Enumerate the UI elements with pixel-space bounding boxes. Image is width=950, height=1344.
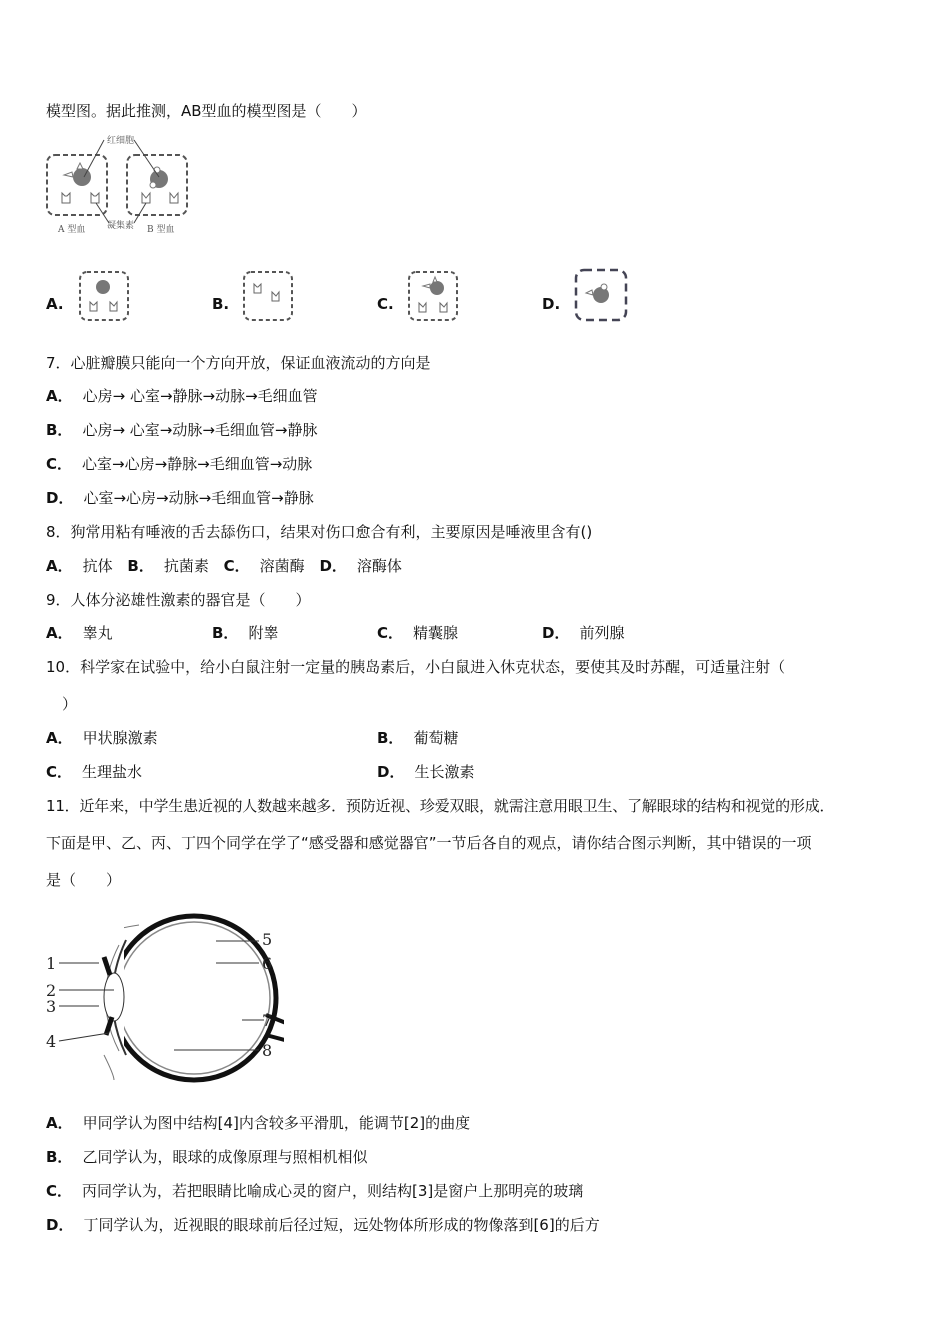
q10-stem-line2: ）	[62, 695, 78, 713]
q6-option-b-figure[interactable]	[242, 270, 297, 322]
option-letter: B．	[212, 624, 239, 642]
q10-option-a[interactable]	[46, 728, 158, 748]
q7-option-d[interactable]	[46, 488, 314, 508]
option-text: 抗菌素	[163, 557, 209, 575]
option-letter: B．	[377, 729, 404, 747]
svg-text:6: 6	[262, 954, 273, 973]
q6-option-c[interactable]: C.	[377, 295, 394, 313]
svg-text:红细胞: 红细胞	[107, 136, 135, 146]
q6-option-d-figure[interactable]	[574, 268, 629, 323]
q6-option-c-figure[interactable]	[407, 270, 462, 322]
option-letter: B．	[46, 421, 73, 439]
q6-option-a-figure[interactable]	[78, 270, 133, 322]
option-text: 丁同学认为，近视眼的眼球前后径过短，远处物体所形成的物像落到[6]的后方	[83, 1216, 600, 1234]
q11-option-b[interactable]	[46, 1147, 367, 1167]
svg-text:2: 2	[46, 981, 57, 1000]
svg-text:B 型血: B 型血	[147, 225, 175, 235]
q10-option-d[interactable]	[377, 762, 474, 782]
q8-options	[46, 556, 402, 576]
q8-option-b[interactable]	[127, 557, 208, 575]
option-letter: B．	[127, 557, 154, 575]
q11-option-a[interactable]	[46, 1113, 470, 1133]
q8-option-d[interactable]	[319, 557, 401, 575]
option-text: 心房→ 心室→动脉→毛细血管→静脉	[82, 421, 318, 439]
option-text: 抗体	[82, 557, 113, 575]
option-text: 生理盐水	[82, 763, 143, 781]
q10-option-c[interactable]	[46, 762, 142, 782]
q10-option-b[interactable]	[377, 728, 458, 748]
svg-text:A 型血: A 型血	[58, 225, 86, 235]
q11-option-d[interactable]	[46, 1215, 600, 1235]
svg-text:4: 4	[46, 1032, 57, 1051]
svg-text:5: 5	[262, 930, 273, 949]
option-text: 心室→心房→动脉→毛细血管→静脉	[83, 489, 314, 507]
option-letter: D．	[377, 763, 405, 781]
option-letter: C．	[223, 557, 250, 575]
svg-text:1: 1	[46, 954, 57, 973]
option-letter: B．	[46, 1148, 73, 1166]
q8-option-c[interactable]	[224, 557, 305, 575]
option-letter: C．	[46, 1182, 73, 1200]
q6-option-a[interactable]: A.	[46, 295, 64, 313]
q6-stem: 模型图。据此推测，AB型血的模型图是（ ）	[46, 102, 367, 120]
q11-stem-line2: 下面是甲、乙、丙、丁四个同学在学了“感受器和感觉器官”一节后各自的观点，请你结合图示判断，其中错误的一项	[46, 834, 812, 852]
svg-text:8: 8	[262, 1041, 273, 1060]
q7-option-c[interactable]	[46, 454, 312, 474]
option-text: 甲状腺激素	[82, 729, 158, 747]
q9-option-b[interactable]	[212, 623, 278, 643]
option-text: 甲同学认为图中结构[4]内含较多平滑肌，能调节[2]的曲度	[82, 1114, 471, 1132]
eyeball-diagram	[44, 905, 284, 1085]
option-text: 溶酶体	[356, 557, 402, 575]
q11-stem-line3: 是（ ）	[46, 871, 122, 889]
option-letter: D．	[319, 557, 347, 575]
option-letter: A．	[46, 729, 73, 747]
option-letter: D．	[542, 624, 570, 642]
q7-stem: 7．心脏瓣膜只能向一个方向开放，保证血液流动的方向是	[46, 354, 431, 372]
svg-text:凝集素: 凝集素	[107, 221, 135, 231]
option-letter: D．	[46, 1216, 74, 1234]
option-text: 附睾	[248, 624, 279, 642]
option-text: 心房→ 心室→静脉→动脉→毛细血管	[82, 387, 318, 405]
option-letter: A．	[46, 387, 73, 405]
option-letter: C．	[46, 763, 73, 781]
option-text: 前列腺	[579, 624, 625, 642]
option-letter: A．	[46, 624, 73, 642]
option-text: 睾丸	[82, 624, 113, 642]
q9-stem: 9．人体分泌雄性激素的器官是（ ）	[46, 591, 311, 609]
blood-type-figure	[44, 135, 194, 240]
q11-stem-line1: 11．近年来，中学生患近视的人数越来越多．预防近视、珍爱双眼，就需注意用眼卫生、了解眼球的结构和视觉的形成．	[46, 797, 835, 815]
option-letter: A．	[46, 1114, 73, 1132]
option-letter: C．	[377, 624, 404, 642]
q6-option-d[interactable]: D.	[542, 295, 561, 313]
q10-stem-line1: 10．科学家在试验中，给小白鼠注射一定量的胰岛素后，小白鼠进入休克状态，要使其及时苏醒，可适量注射（	[46, 658, 786, 676]
q6-option-b[interactable]: B.	[212, 295, 230, 313]
option-text: 葡萄糖	[413, 729, 459, 747]
option-letter: A．	[46, 557, 73, 575]
option-letter: C．	[46, 455, 73, 473]
option-text: 溶菌酶	[259, 557, 305, 575]
svg-text:7: 7	[262, 1011, 273, 1030]
q9-option-d[interactable]	[542, 623, 624, 643]
q9-option-c[interactable]	[377, 623, 458, 643]
option-text: 心室→心房→静脉→毛细血管→动脉	[82, 455, 313, 473]
q9-option-a[interactable]	[46, 623, 113, 643]
q8-stem: 8．狗常用粘有唾液的舌去舔伤口，结果对伤口愈合有利，主要原因是唾液里含有()	[46, 523, 593, 541]
q7-option-a[interactable]	[46, 386, 318, 406]
q8-option-a[interactable]	[46, 557, 113, 575]
option-text: 生长激素	[414, 763, 475, 781]
q7-option-b[interactable]	[46, 420, 317, 440]
option-letter: D．	[46, 489, 74, 507]
svg-text:3: 3	[46, 997, 57, 1016]
option-text: 丙同学认为，若把眼睛比喻成心灵的窗户，则结构[3]是窗户上那明亮的玻璃	[82, 1182, 584, 1200]
q11-option-c[interactable]	[46, 1181, 583, 1201]
option-text: 精囊腺	[413, 624, 459, 642]
option-text: 乙同学认为，眼球的成像原理与照相机相似	[82, 1148, 368, 1166]
